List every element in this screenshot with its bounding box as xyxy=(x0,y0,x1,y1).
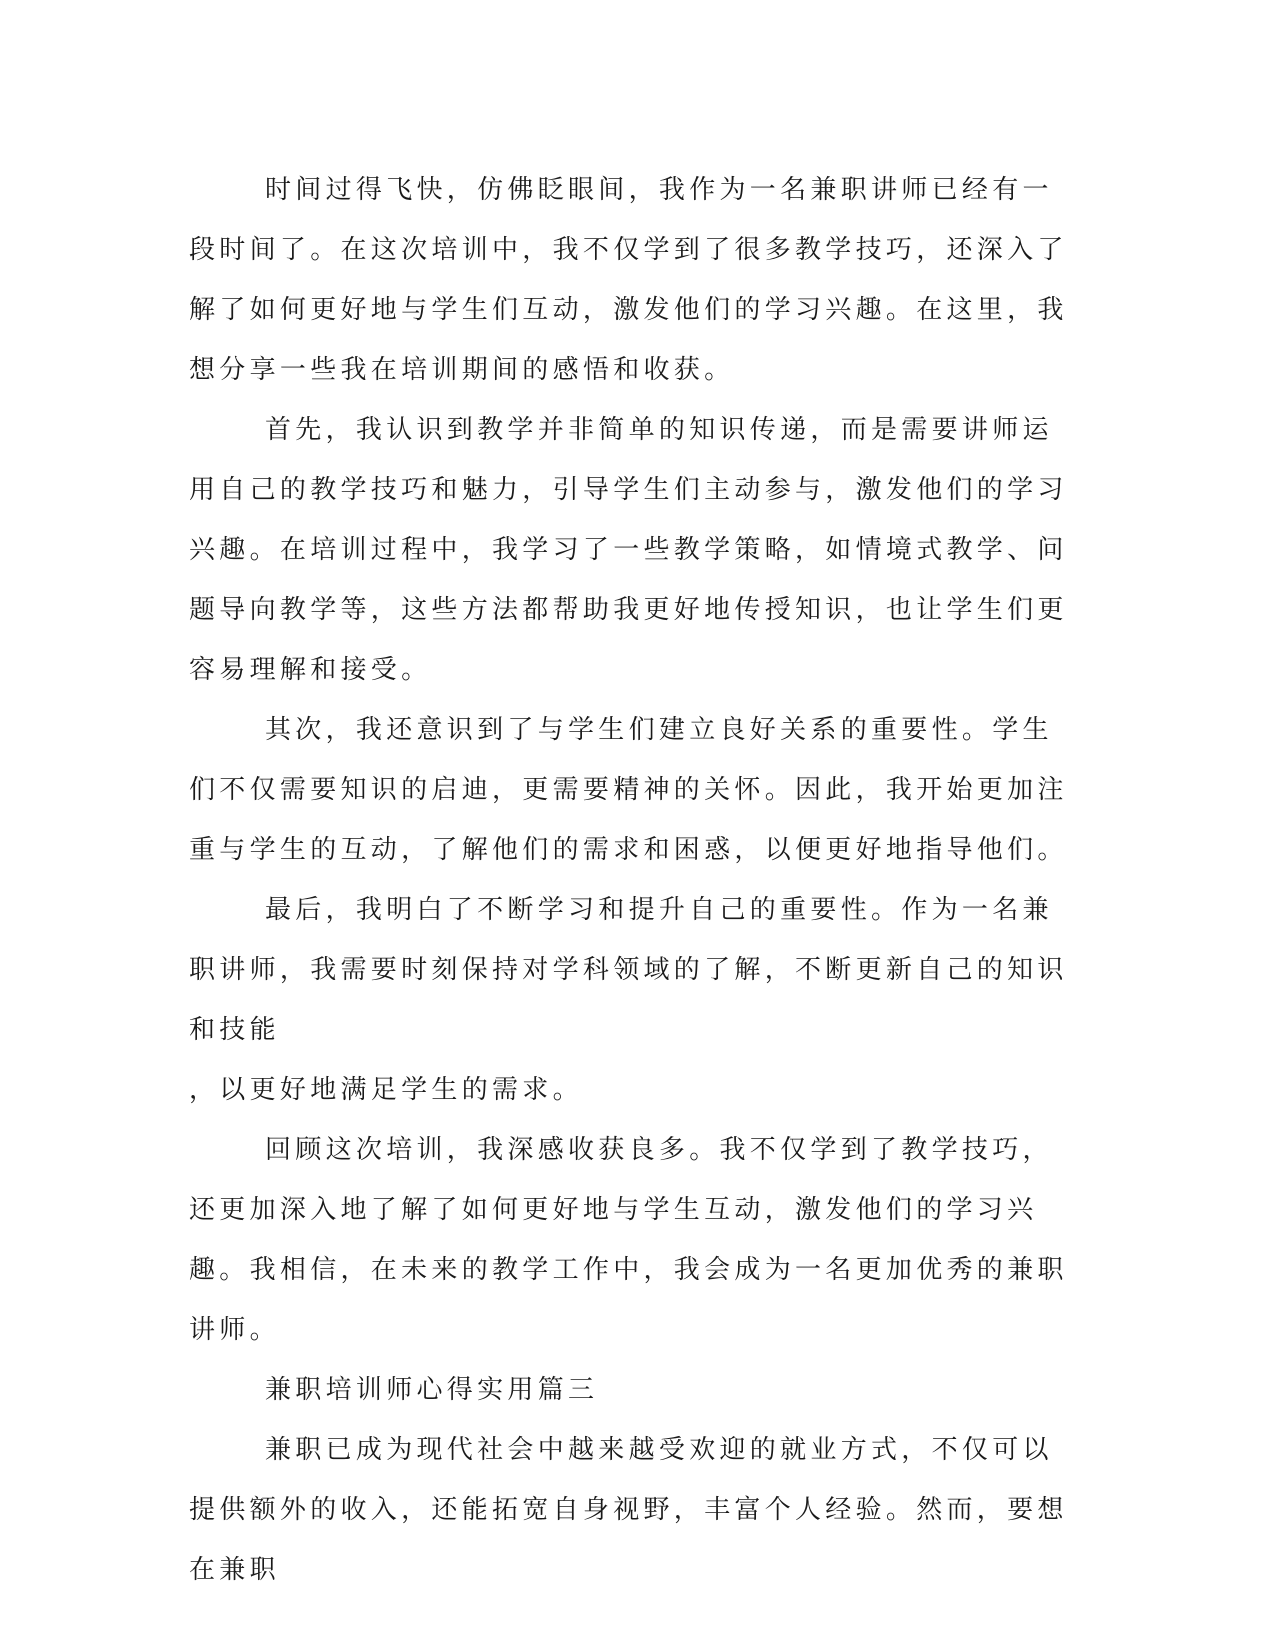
paragraph-6: 兼职已成为现代社会中越来越受欢迎的就业方式，不仅可以提供额外的收入，还能拓宽自身视野，丰富个人经验。然而，要想在兼职 xyxy=(189,1435,1068,1585)
paragraph-2: 首先，我认识到教学并非简单的知识传递，而是需要讲师运用自己的教学技巧和魅力，引导学生们主动参与，激发他们的学习兴趣。在培训过程中，我学习了一些教学策略，如情境式教学、问题导向教学等，这些方法都帮助我更好地传授知识，也让学生们更容易理解和接受。 xyxy=(189,415,1068,685)
paragraph-1: 时间过得飞快，仿佛眨眼间，我作为一名兼职讲师已经有一段时间了。在这次培训中，我不仅学到了很多教学技巧，还深入了解了如何更好地与学生们互动，激发他们的学习兴趣。在这里，我想分享一些我在培训期间的感悟和收获。 xyxy=(189,175,1068,385)
document-body xyxy=(189,160,1074,1600)
paragraph-4-main: 最后，我明白了不断学习和提升自己的重要性。作为一名兼职讲师，我需要时刻保持对学科领域的了解，不断更新自己的知识和技能 xyxy=(189,895,1068,1045)
paragraph-5: 回顾这次培训，我深感收获良多。我不仅学到了教学技巧，还更加深入地了解了如何更好地与学生互动，激发他们的学习兴趣。我相信，在未来的教学工作中，我会成为一名更加优秀的兼职讲师。 xyxy=(189,1135,1068,1345)
paragraph-4-tail: ，以更好地满足学生的需求。 xyxy=(189,1075,583,1105)
paragraph-4 xyxy=(189,880,1074,1120)
paragraph-3: 其次，我还意识到了与学生们建立良好关系的重要性。学生们不仅需要知识的启迪，更需要精神的关怀。因此，我开始更加注重与学生的互动，了解他们的需求和困惑，以便更好地指导他们。 xyxy=(189,715,1068,865)
section-heading: 兼职培训师心得实用篇三 xyxy=(265,1375,599,1405)
